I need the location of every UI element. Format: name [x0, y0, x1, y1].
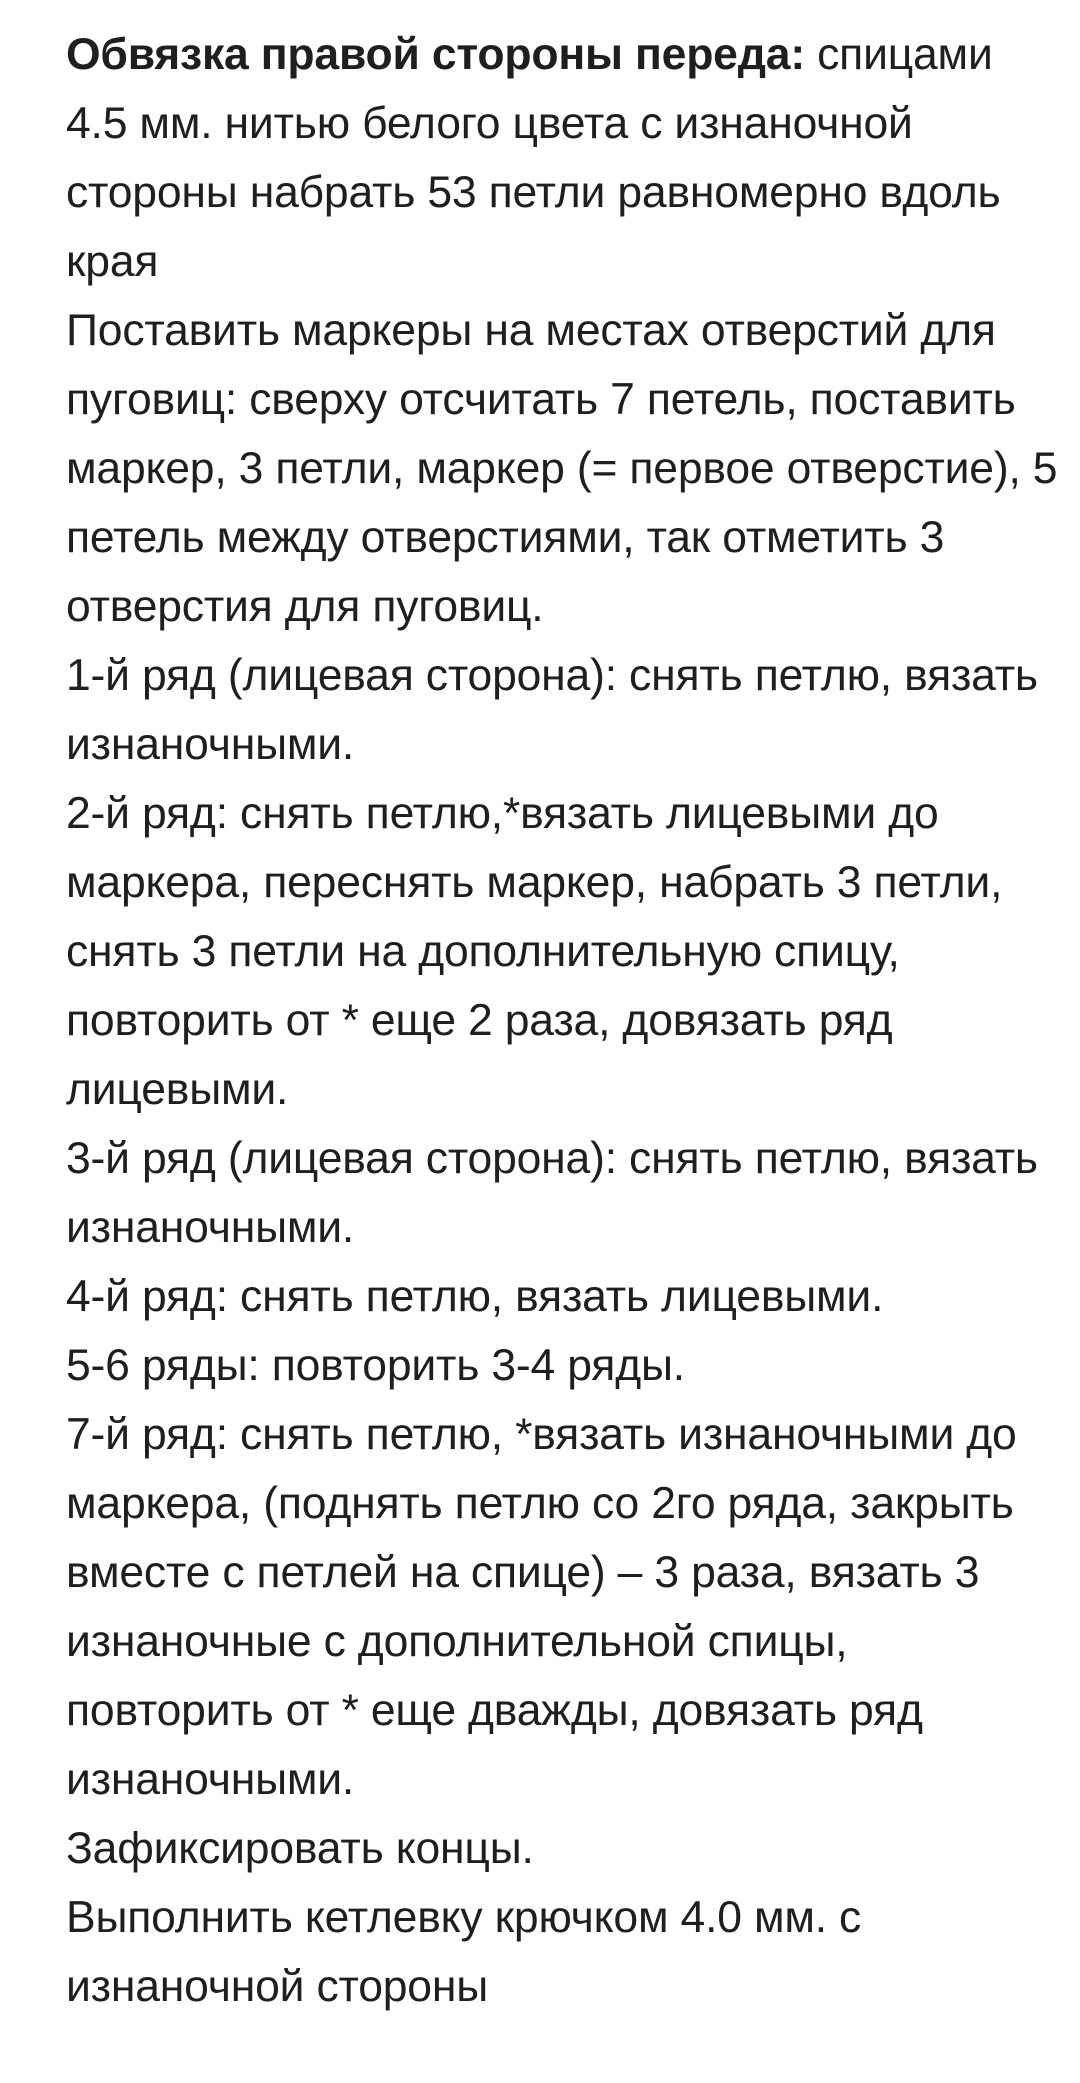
paragraph-row-1: 1-й ряд (лицевая сторона): снять петлю, вязать изнаночными. — [66, 651, 1038, 769]
intro-paragraph — [66, 20, 1066, 296]
paragraph-row-7: 7-й ряд: снять петлю, *вязать изнаночными до маркера, (поднять петлю со 2го ряда, закрыть вместе с петлей на спице) – 3 раза, вязать 3 изнаночные с дополнительной спицы, повторить от * еще дважды, довязать ряд изнаночными. — [66, 1410, 1017, 1804]
paragraph-row-2: 2-й ряд: снять петлю,*вязать лицевыми до маркера, переснять маркер, набрать 3 петли, снять 3 петли на дополнительную спицу, повторить от * еще 2 раза, довязать ряд лицевыми. — [66, 789, 1003, 1114]
paragraph-crochet: Выполнить кетлевку крючком 4.0 мм. с изнаночной стороны — [66, 1893, 862, 2011]
paragraph-rows-5-6: 5-6 ряды: повторить 3-4 ряды. — [66, 1341, 685, 1390]
paragraph-row-3: 3-й ряд (лицевая сторона): снять петлю, вязать изнаночными. — [66, 1134, 1038, 1252]
paragraph-row-4: 4-й ряд: снять петлю, вязать лицевыми. — [66, 1272, 884, 1321]
section-heading: Обвязка правой стороны переда: — [66, 30, 805, 79]
paragraph-buttonhole-markers: Поставить маркеры на местах отверстий для пуговиц: сверху отсчитать 7 петель, поставить маркер, 3 петли, маркер (= первое отверстие), 5 петель между отверстиями, так отметить 3 отверстия для пуговиц. — [66, 306, 1058, 631]
intro-text: спицами 4.5 мм. нитью белого цвета с изнаночной стороны набрать 53 петли равномерно вдоль края — [66, 30, 1001, 286]
paragraph-fix-ends: Зафиксировать концы. — [66, 1824, 534, 1873]
article-body — [66, 20, 1066, 2021]
